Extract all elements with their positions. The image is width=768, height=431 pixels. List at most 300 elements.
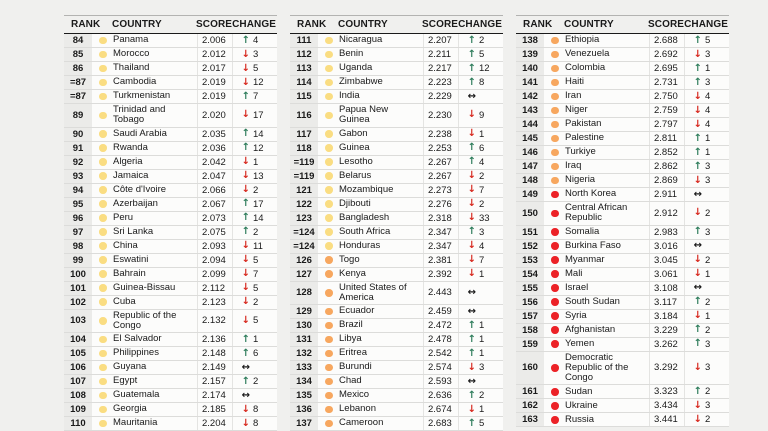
change-same-arrow-icon: ↔	[467, 305, 476, 317]
change-value: 2	[253, 226, 259, 238]
change-value: 7	[479, 184, 485, 196]
change-cell	[458, 184, 503, 197]
change-same-arrow-icon: ↔	[241, 361, 250, 373]
change-up-arrow-icon: ↑	[467, 142, 476, 153]
country-column-header: COUNTRY	[338, 19, 388, 30]
country-name: Haiti	[565, 76, 585, 88]
dot-cell	[94, 417, 112, 430]
table-row	[516, 90, 729, 104]
dot-cell	[546, 338, 564, 351]
dot-cell	[546, 90, 564, 103]
country-name: Djibouti	[339, 197, 371, 209]
change-value: 1	[479, 348, 485, 359]
risk-level-dot-icon	[99, 378, 107, 386]
risk-level-dot-icon	[325, 336, 333, 344]
rank-cell: 152	[516, 240, 546, 253]
country-name: Guinea	[339, 141, 370, 153]
change-down-arrow-icon: ↓	[693, 104, 702, 116]
change-value: 5	[253, 63, 259, 74]
country-name: South Africa	[339, 225, 391, 237]
change-value: 4	[479, 240, 485, 252]
rank-cell: =87	[64, 90, 94, 103]
rank-cell: 139	[516, 48, 546, 61]
table-row	[64, 128, 277, 142]
change-same-arrow-icon: ↔	[467, 90, 476, 102]
country-name: Bahrain	[113, 267, 146, 279]
change-value: 7	[253, 91, 259, 102]
dot-cell	[320, 417, 338, 430]
change-up-arrow-icon: ↑	[241, 347, 250, 359]
risk-level-dot-icon	[325, 79, 333, 87]
score-value: 2.042	[197, 156, 232, 169]
risk-level-dot-icon	[325, 93, 333, 101]
change-column-header: CHANGE	[458, 19, 502, 30]
rank-cell: =119	[290, 156, 320, 169]
change-up-arrow-icon: ↑	[467, 62, 476, 74]
change-cell	[684, 240, 729, 253]
risk-level-dot-icon	[325, 406, 333, 414]
country-name: Turkiye	[565, 146, 596, 158]
change-value: 5	[253, 254, 259, 266]
change-up-arrow-icon: ↑	[693, 62, 702, 74]
score-value: 3.108	[649, 282, 684, 295]
table-row	[516, 338, 729, 352]
change-cell	[232, 170, 277, 183]
score-value: 2.253	[423, 142, 458, 155]
change-value: 2	[705, 386, 711, 398]
rank-cell: 99	[64, 254, 94, 267]
dot-cell	[94, 104, 112, 127]
change-column-header: CHANGE	[232, 19, 276, 30]
change-up-arrow-icon: ↑	[241, 212, 250, 223]
change-cell	[458, 305, 503, 318]
risk-level-dot-icon	[551, 298, 559, 306]
rank-column-header: RANK	[523, 19, 553, 30]
rank-cell: 100	[64, 268, 94, 281]
change-down-arrow-icon: ↓	[467, 240, 476, 251]
change-cell	[232, 184, 277, 197]
change-down-arrow-icon: ↓	[693, 254, 702, 265]
table-row	[64, 282, 277, 296]
score-value: 2.911	[649, 188, 684, 201]
change-value: 2	[479, 390, 485, 401]
change-value: 1	[479, 128, 485, 140]
change-down-arrow-icon: ↓	[693, 174, 702, 186]
change-cell	[684, 399, 729, 412]
risk-level-dot-icon	[99, 200, 107, 208]
country-name: Somalia	[565, 225, 600, 237]
change-cell	[684, 413, 729, 426]
rank-cell: 156	[516, 296, 546, 309]
change-cell	[458, 212, 503, 225]
table-header-row	[64, 15, 277, 34]
change-value: 6	[253, 348, 259, 359]
dot-cell	[94, 198, 112, 211]
change-down-arrow-icon: ↓	[241, 314, 250, 326]
change-cell	[458, 90, 503, 103]
dot-cell	[320, 104, 338, 127]
risk-level-dot-icon	[325, 308, 333, 316]
dot-cell	[94, 142, 112, 155]
table-row	[290, 76, 503, 90]
score-value: 2.267	[423, 170, 458, 183]
change-same-arrow-icon: ↔	[693, 282, 702, 293]
score-value: 2.695	[649, 62, 684, 75]
change-down-arrow-icon: ↓	[693, 48, 702, 60]
risk-level-dot-icon	[99, 317, 107, 325]
table-row	[64, 62, 277, 76]
rank-cell: 155	[516, 282, 546, 295]
rank-cell: 97	[64, 226, 94, 239]
change-value: 8	[253, 418, 259, 429]
country-name: Afghanistan	[565, 323, 616, 335]
dot-cell	[94, 310, 112, 333]
ranking-table-1	[64, 15, 277, 431]
change-up-arrow-icon: ↑	[241, 198, 250, 209]
change-value: 3	[705, 161, 711, 172]
change-down-arrow-icon: ↓	[467, 212, 476, 223]
score-value: 3.323	[649, 385, 684, 398]
change-cell	[232, 375, 277, 388]
score-value: 2.204	[197, 417, 232, 430]
table-row	[290, 268, 503, 282]
change-value: 8	[253, 404, 259, 415]
risk-level-dot-icon	[325, 364, 333, 372]
rank-cell: 137	[290, 417, 320, 430]
change-cell	[232, 417, 277, 430]
country-name: Sudan	[565, 385, 593, 397]
score-value: 2.862	[649, 160, 684, 173]
table-row	[290, 375, 503, 389]
risk-level-dot-icon	[99, 284, 107, 292]
change-up-arrow-icon: ↑	[467, 347, 476, 359]
score-value: 3.441	[649, 413, 684, 426]
change-down-arrow-icon: ↓	[467, 109, 476, 121]
rank-cell: 111	[290, 34, 320, 47]
table-row	[64, 310, 277, 334]
risk-level-dot-icon	[99, 144, 107, 152]
change-value: 12	[253, 142, 264, 154]
risk-level-dot-icon	[99, 420, 107, 428]
country-name: Panama	[113, 34, 149, 46]
country-name: Syria	[565, 309, 587, 321]
table-row	[64, 90, 277, 104]
score-value: 2.276	[423, 198, 458, 211]
country-name: Central African Republic	[565, 202, 628, 224]
table-row	[64, 212, 277, 226]
table-row	[516, 76, 729, 90]
rank-cell: 90	[64, 128, 94, 141]
rank-cell: 89	[64, 104, 94, 127]
table-row	[290, 240, 503, 254]
risk-level-dot-icon	[551, 149, 559, 157]
score-value: 2.112	[197, 282, 232, 295]
change-down-arrow-icon: ↓	[241, 184, 250, 195]
score-value: 2.136	[197, 333, 232, 346]
table-row	[290, 62, 503, 76]
risk-level-dot-icon	[551, 416, 559, 424]
score-value: 2.099	[197, 268, 232, 281]
change-cell	[458, 156, 503, 169]
risk-level-dot-icon	[325, 392, 333, 400]
change-down-arrow-icon: ↓	[693, 118, 702, 130]
change-value: 7	[479, 254, 485, 266]
rank-cell: 86	[64, 62, 94, 75]
change-value: 17	[253, 198, 264, 210]
rank-cell: 128	[290, 282, 320, 305]
change-value: 2	[253, 184, 259, 196]
change-down-arrow-icon: ↓	[241, 62, 250, 74]
table-row	[64, 142, 277, 156]
score-value: 2.174	[197, 389, 232, 402]
change-up-arrow-icon: ↑	[693, 146, 702, 158]
rank-cell: 116	[290, 104, 320, 127]
score-value: 2.683	[423, 417, 458, 430]
risk-level-dot-icon	[325, 172, 333, 180]
risk-level-dot-icon	[551, 402, 559, 410]
change-value: 2	[705, 414, 711, 426]
rank-cell: 138	[516, 34, 546, 47]
risk-level-dot-icon	[551, 210, 559, 218]
score-value: 2.019	[197, 90, 232, 103]
dot-cell	[320, 142, 338, 155]
dot-cell	[94, 282, 112, 295]
score-value: 2.148	[197, 347, 232, 360]
change-value: 17	[253, 109, 264, 121]
change-cell	[458, 128, 503, 141]
rank-cell: 159	[516, 338, 546, 351]
table-row	[516, 324, 729, 338]
table-header-row	[516, 15, 729, 34]
risk-level-dot-icon	[551, 228, 559, 236]
risk-level-dot-icon	[99, 172, 107, 180]
change-value: 33	[479, 212, 490, 224]
change-down-arrow-icon: ↓	[241, 76, 250, 88]
score-value: 2.692	[649, 48, 684, 61]
country-name: Chad	[339, 375, 362, 387]
change-down-arrow-icon: ↓	[241, 240, 250, 251]
change-value: 3	[705, 226, 711, 238]
risk-level-dot-icon	[99, 270, 107, 278]
table-row	[64, 361, 277, 375]
rank-cell: 153	[516, 254, 546, 267]
country-name: Bangladesh	[339, 211, 390, 223]
change-cell	[458, 333, 503, 346]
table-row	[516, 118, 729, 132]
change-up-arrow-icon: ↑	[467, 417, 476, 429]
dot-cell	[546, 268, 564, 281]
change-cell	[684, 118, 729, 131]
table-body	[516, 34, 729, 427]
change-cell	[684, 202, 729, 225]
change-cell	[232, 389, 277, 402]
change-cell	[684, 160, 729, 173]
risk-level-dot-icon	[325, 256, 333, 264]
table-body	[290, 34, 503, 431]
change-cell	[458, 417, 503, 430]
table-row	[290, 389, 503, 403]
rank-cell: 93	[64, 170, 94, 183]
country-name: India	[339, 90, 360, 102]
score-value: 3.016	[649, 240, 684, 253]
score-value: 2.020	[197, 104, 232, 127]
change-down-arrow-icon: ↓	[241, 282, 250, 293]
table-row	[64, 156, 277, 170]
risk-level-dot-icon	[551, 93, 559, 101]
risk-level-dot-icon	[325, 420, 333, 428]
score-value: 2.392	[423, 268, 458, 281]
table-row	[290, 34, 503, 48]
table-row	[290, 128, 503, 142]
country-name: Nigeria	[565, 174, 596, 186]
rank-column-header: RANK	[297, 19, 327, 30]
change-value: 2	[479, 198, 485, 210]
rank-cell: 91	[64, 142, 94, 155]
dot-cell	[320, 212, 338, 225]
dot-cell	[546, 399, 564, 412]
country-name: North Korea	[565, 188, 617, 200]
change-value: 3	[705, 400, 711, 412]
table-row	[64, 104, 277, 128]
change-down-arrow-icon: ↓	[693, 310, 702, 321]
dot-cell	[320, 240, 338, 253]
risk-level-dot-icon	[325, 144, 333, 152]
change-value: 12	[479, 63, 490, 74]
change-value: 3	[705, 362, 711, 374]
change-cell	[232, 240, 277, 253]
change-cell	[684, 146, 729, 159]
country-name: Cameroon	[339, 417, 384, 429]
rank-cell: 132	[290, 347, 320, 360]
change-down-arrow-icon: ↓	[467, 268, 476, 279]
table-row	[64, 226, 277, 240]
dot-cell	[320, 319, 338, 332]
change-up-arrow-icon: ↑	[241, 34, 250, 46]
dot-cell	[94, 389, 112, 402]
change-value: 2	[705, 254, 711, 266]
dot-cell	[320, 254, 338, 267]
change-cell	[458, 48, 503, 61]
table-row	[290, 361, 503, 375]
score-value: 2.750	[649, 90, 684, 103]
change-cell	[458, 62, 503, 75]
change-cell	[232, 156, 277, 169]
table-row	[516, 202, 729, 226]
table-row	[64, 403, 277, 417]
score-value: 2.238	[423, 128, 458, 141]
rank-cell: 162	[516, 399, 546, 412]
table-row	[290, 347, 503, 361]
change-cell	[684, 385, 729, 398]
country-name: Morocco	[113, 48, 150, 60]
rank-cell: 129	[290, 305, 320, 318]
change-value: 5	[479, 49, 485, 60]
change-column-header: CHANGE	[684, 19, 728, 30]
rank-cell: =124	[290, 240, 320, 253]
change-value: 1	[479, 404, 485, 415]
score-value: 2.472	[423, 319, 458, 332]
rank-cell: 115	[290, 90, 320, 103]
change-value: 4	[705, 119, 711, 130]
change-value: 1	[253, 334, 259, 345]
dot-cell	[320, 34, 338, 47]
change-value: 5	[253, 282, 259, 294]
dot-cell	[320, 48, 338, 61]
rank-cell: 143	[516, 104, 546, 117]
table-row	[290, 226, 503, 240]
rank-cell: 141	[516, 76, 546, 89]
country-name: Saudi Arabia	[113, 127, 167, 139]
change-down-arrow-icon: ↓	[241, 403, 250, 415]
change-cell	[232, 76, 277, 89]
score-value: 2.019	[197, 76, 232, 89]
rank-cell: 98	[64, 240, 94, 253]
change-cell	[232, 128, 277, 141]
table-row	[516, 226, 729, 240]
risk-level-dot-icon	[325, 158, 333, 166]
change-cell	[232, 34, 277, 47]
change-cell	[232, 90, 277, 103]
score-value: 3.434	[649, 399, 684, 412]
rank-cell: 147	[516, 160, 546, 173]
rank-cell: 133	[290, 361, 320, 374]
rank-cell: 126	[290, 254, 320, 267]
risk-level-dot-icon	[551, 37, 559, 45]
score-value: 2.347	[423, 226, 458, 239]
dot-cell	[94, 226, 112, 239]
table-row	[290, 90, 503, 104]
dot-cell	[320, 90, 338, 103]
country-name: China	[113, 239, 138, 251]
table-row	[64, 34, 277, 48]
table-row	[516, 385, 729, 399]
dot-cell	[94, 212, 112, 225]
table-row	[516, 352, 729, 386]
dot-cell	[320, 226, 338, 239]
change-same-arrow-icon: ↔	[467, 286, 476, 298]
country-name: Georgia	[113, 403, 147, 415]
country-name: Mauritania	[113, 417, 158, 429]
dot-cell	[546, 34, 564, 47]
change-value: 1	[705, 63, 711, 74]
country-name: Eswatini	[113, 253, 149, 265]
change-value: 3	[705, 175, 711, 186]
change-up-arrow-icon: ↑	[467, 156, 476, 167]
table-row	[516, 160, 729, 174]
change-up-arrow-icon: ↑	[241, 226, 250, 237]
change-cell	[458, 34, 503, 47]
change-cell	[684, 282, 729, 295]
risk-level-dot-icon	[551, 326, 559, 334]
risk-level-dot-icon	[551, 191, 559, 199]
country-name: Lebanon	[339, 403, 376, 415]
change-value: 2	[253, 296, 259, 308]
rank-cell: 108	[64, 389, 94, 402]
risk-level-dot-icon	[99, 130, 107, 138]
change-cell	[458, 142, 503, 155]
rank-cell: 135	[290, 389, 320, 402]
table-row	[290, 198, 503, 212]
change-cell	[458, 389, 503, 402]
change-cell	[232, 226, 277, 239]
score-column-header: SCORE	[422, 19, 459, 30]
change-value: 1	[705, 147, 711, 158]
risk-level-dot-icon	[99, 228, 107, 236]
table-row	[290, 212, 503, 226]
country-name: Myanmar	[565, 253, 605, 265]
score-value: 2.759	[649, 104, 684, 117]
change-up-arrow-icon: ↑	[693, 226, 702, 237]
